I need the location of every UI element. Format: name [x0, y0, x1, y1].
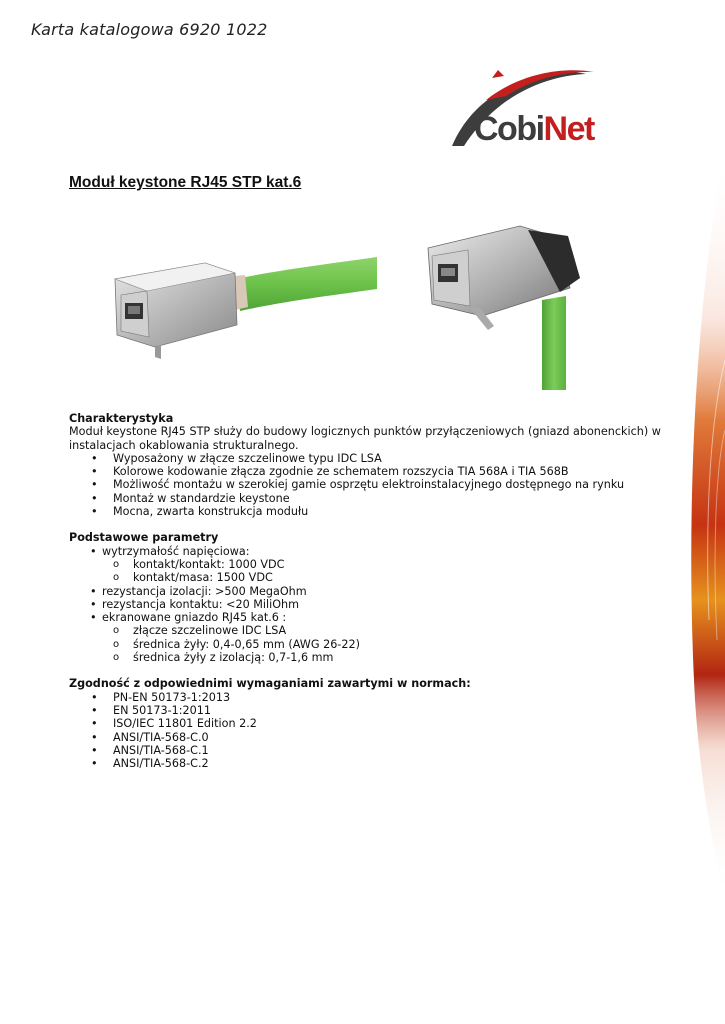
keystone-module-photo-straight: [85, 207, 377, 387]
list-item: • Wyposażony w złącze szczelinowe typu IDC LSA: [91, 451, 382, 465]
keystone-module-photo-angled: [410, 208, 595, 390]
sub-list-item: o kontakt/masa: 1500 VDC: [113, 571, 273, 585]
sub-list-item: o kontakt/kontakt: 1000 VDC: [113, 557, 285, 571]
list-item: • rezystancja kontaktu: <20 MiliOhm: [90, 597, 300, 611]
cobinet-logo: [446, 66, 611, 152]
sub-list-item: o średnica żyły z izolacją: 0,7-1,6 mm: [113, 651, 334, 665]
product-description: [69, 412, 669, 783]
section-normy: [69, 677, 669, 770]
product-title: Moduł keystone RJ45 STP kat.6: [69, 174, 302, 191]
list-item-text: ISO/IEC 11801 Edition 2.2: [113, 717, 257, 731]
sub-list-item-text: złącze szczelinowe IDC LSA: [133, 624, 287, 638]
list-item: • ANSI/TIA-568-C.2: [91, 757, 209, 771]
list-item: • ANSI/TIA-568-C.0: [91, 730, 209, 744]
list-item: • rezystancja izolacji: >500 MegaOhm: [90, 584, 307, 598]
list-item-text: ANSI/TIA-568-C.2: [113, 757, 209, 771]
feature-list: [69, 452, 669, 518]
standards-list: [69, 691, 669, 771]
sub-list-item: o złącze szczelinowe IDC LSA: [113, 624, 287, 638]
catalog-card-title: Karta katalogowa 6920 1022: [31, 20, 268, 39]
section-title: Charakterystyka: [69, 412, 174, 425]
list-item-text: rezystancja izolacji: >500 MegaOhm: [102, 584, 307, 598]
sub-list-item-text: kontakt/kontakt: 1000 VDC: [133, 557, 285, 571]
list-item-text: Możliwość montażu w szerokiej gamie osprzętu elektroinstalacyjnego dostępnego na rynku: [113, 478, 625, 492]
parameter-list: [69, 545, 669, 558]
list-item-text: EN 50173-1:2011: [113, 703, 211, 717]
list-item-text: ANSI/TIA-568-C.0: [113, 730, 209, 744]
list-item: • Montaż w standardzie keystone: [91, 491, 290, 505]
list-item-text: wytrzymałość napięciowa:: [102, 544, 250, 558]
sub-list-item: o średnica żyły: 0,4-0,65 mm (AWG 26-22): [113, 637, 360, 651]
sub-list-item-text: średnica żyły: 0,4-0,65 mm (AWG 26-22): [133, 637, 360, 651]
globe-decoration: [665, 0, 725, 1024]
sub-list: [69, 624, 669, 664]
sub-list-item-text: średnica żyły z izolacją: 0,7-1,6 mm: [133, 651, 334, 665]
list-item-text: Montaż w standardzie keystone: [113, 491, 290, 505]
sub-list-item-text: kontakt/masa: 1500 VDC: [133, 571, 273, 585]
list-item-text: Mocna, zwarta konstrukcja modułu: [113, 505, 309, 519]
list-item-text: ekranowane gniazdo RJ45 kat.6 :: [102, 611, 287, 625]
list-item-text: rezystancja kontaktu: <20 MiliOhm: [102, 597, 300, 611]
list-item: • Mocna, zwarta konstrukcja modułu: [91, 505, 309, 519]
section-title: Podstawowe parametry: [69, 531, 219, 545]
list-item: • ANSI/TIA-568-C.1: [91, 743, 209, 757]
list-item: • EN 50173-1:2011: [91, 703, 211, 717]
section-title: Zgodność z odpowiednimi wymaganiami zawartymi w normach:: [69, 677, 471, 691]
section-charakterystyka: [69, 412, 669, 518]
list-item: • ISO/IEC 11801 Edition 2.2: [91, 717, 257, 731]
list-item: • PN-EN 50173-1:2013: [91, 690, 231, 704]
parameter-list: [69, 585, 669, 625]
list-item: • Możliwość montażu w szerokiej gamie osprzętu elektroinstalacyjnego dostępnego na rynku: [91, 478, 625, 492]
list-item-text: PN-EN 50173-1:2013: [113, 690, 231, 704]
list-item-text: Kolorowe kodowanie złącza zgodnie ze schematem rozszycia TIA 568A i TIA 568B: [113, 465, 569, 479]
sub-list: [69, 558, 669, 585]
logo-part-net: Net: [543, 110, 594, 148]
list-item: • wytrzymałość napięciowa:: [90, 544, 250, 558]
list-item-text: Wyposażony w złącze szczelinowe typu IDC LSA: [113, 451, 382, 465]
description-paragraph: Moduł keystone RJ45 STP służy do budowy logicznych punktów przyłączeniowych (gniazd abonenckich) w instalacjach okablowania strukturalnego.: [69, 425, 661, 452]
logo-part-cobi: Cobi: [474, 110, 544, 148]
list-item: • ekranowane gniazdo RJ45 kat.6 :: [90, 611, 287, 625]
section-parametry: [69, 531, 669, 664]
logo-wordmark: [474, 110, 594, 149]
list-item-text: ANSI/TIA-568-C.1: [113, 743, 209, 757]
list-item: • Kolorowe kodowanie złącza zgodnie ze schematem rozszycia TIA 568A i TIA 568B: [91, 465, 569, 479]
